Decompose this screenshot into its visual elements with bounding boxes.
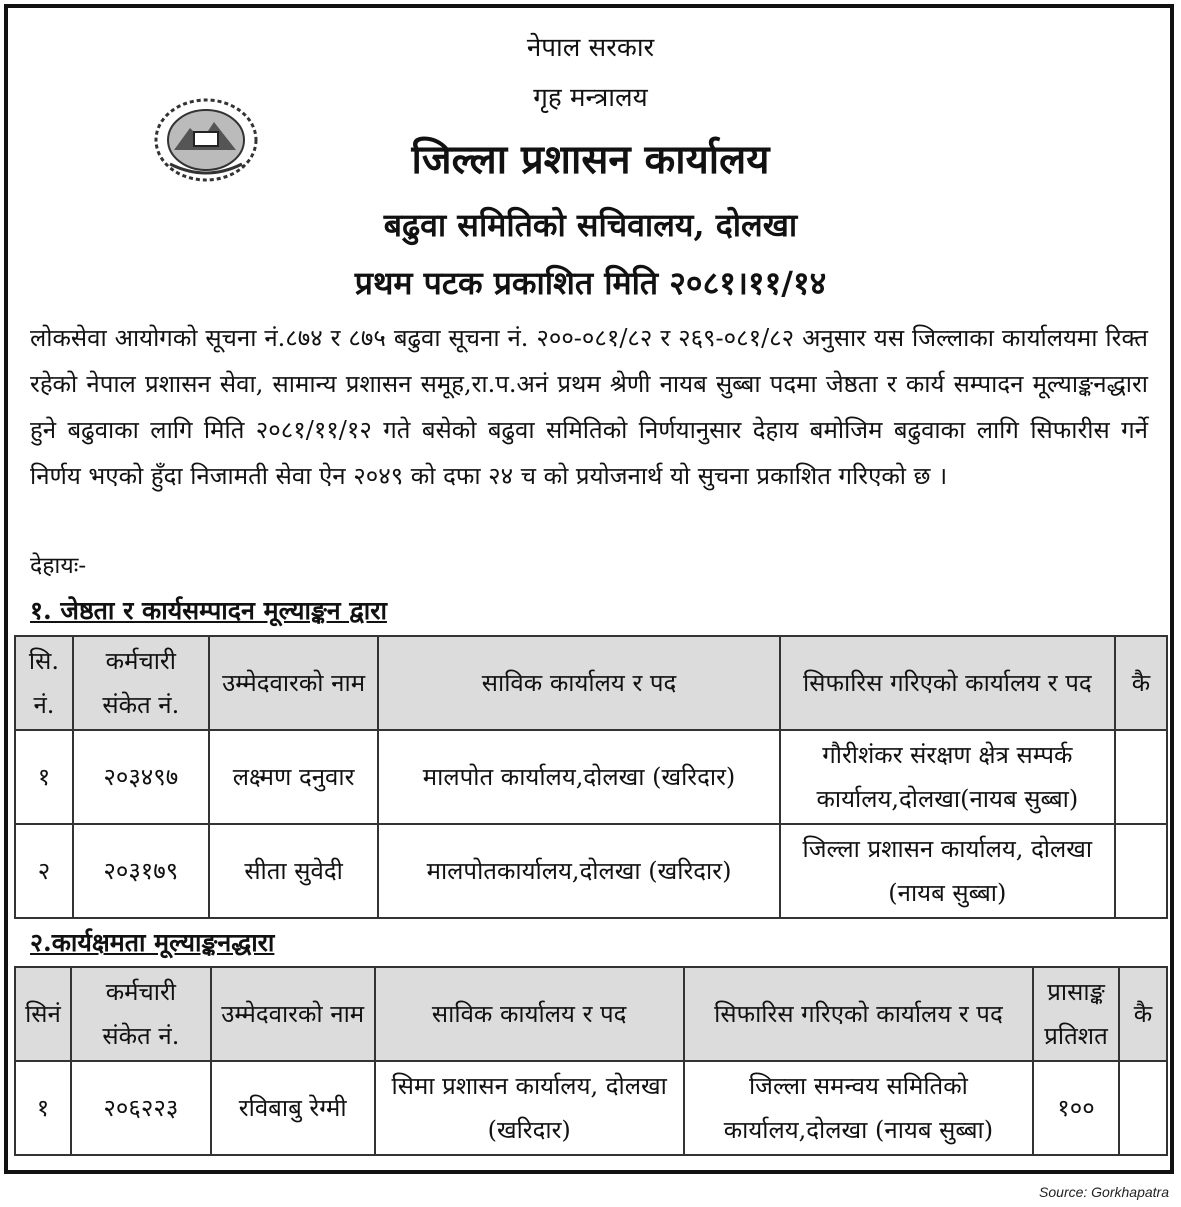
- section1-heading: १. जेष्ठता र कार्यसम्पादन मूल्याङ्कन द्वारा: [30, 596, 387, 625]
- cell-remarks: [1115, 824, 1167, 918]
- header-code: कर्मचारी संकेत नं.: [71, 967, 211, 1061]
- cell-sn: १: [15, 1061, 71, 1155]
- cell-name: सीता सुवेदी: [209, 824, 379, 918]
- cell-previous: मालपोतकार्यालय,दोलखा (खरिदार): [378, 824, 779, 918]
- section2-table: [14, 966, 1168, 1156]
- header-sn: सिनं: [15, 967, 71, 1061]
- ministry-title: गृह मन्त्रालय: [533, 83, 648, 113]
- table-header-row: [15, 636, 1167, 730]
- cell-recommended: जिल्ला समन्वय समितिको कार्यालय,दोलखा (नायब सुब्बा): [684, 1061, 1033, 1155]
- header-remarks: कै: [1115, 636, 1167, 730]
- section1-table: [14, 635, 1168, 919]
- cell-remarks: [1119, 1061, 1167, 1155]
- government-title: नेपाल सरकार: [526, 33, 655, 63]
- section2-heading: २.कार्यक्षमता मूल्याङ्कनद्धारा: [30, 928, 275, 957]
- source-credit: Source: Gorkhapatra: [1039, 1184, 1169, 1200]
- cell-code: २०३१७९: [73, 824, 209, 918]
- cell-recommended: जिल्ला प्रशासन कार्यालय, दोलखा (नायब सुब्बा): [780, 824, 1115, 918]
- header-name: उम्मेदवारको नाम: [211, 967, 375, 1061]
- header-name: उम्मेदवारको नाम: [209, 636, 379, 730]
- cell-sn: २: [15, 824, 73, 918]
- table-header-row: [15, 967, 1167, 1061]
- cell-recommended: गौरीशंकर संरक्षण क्षेत्र सम्पर्क कार्यालय,दोलखा(नायब सुब्बा): [780, 730, 1115, 824]
- table-row: [15, 730, 1167, 824]
- secretariat-title: बढुवा समितिको सचिवालय, दोलखा: [383, 206, 798, 244]
- header-sn: सि. नं.: [15, 636, 73, 730]
- cell-name: रविबाबु रेग्मी: [211, 1061, 375, 1155]
- notice-paragraph: लोकसेवा आयोगको सूचना नं.८७४ र ८७५ बढुवा सूचना नं. २००-०८१/८२ र २६९-०८१/८२ अनुसार यस जिल्लाका कार्यालयमा रिक्त रहेको नेपाल प्रशासन सेवा, सामान्य प्रशासन समूह,रा.प.अनं प्रथम श्रेणी नायब सुब्बा पदमा जेष्ठता र कार्य सम्पादन मूल्याङ्कनद्धारा हुने बढुवाका लागि मिति २०८१/११/१२ गते बसेको बढुवा समितिको निर्णयानुसार देहाय बमोजिम बढुवाका लागि सिफारीस गर्ने निर्णय भएको हुँदा निजामती सेवा ऐन २०४९ को दफा २४ च को प्रयोजनार्थ यो सुचना प्रकाशित गरिएको छ ।: [30, 324, 1148, 490]
- header-percent: प्रासाङ्क प्रतिशत: [1033, 967, 1119, 1061]
- cell-sn: १: [15, 730, 73, 824]
- header-previous: साविक कार्यालय र पद: [375, 967, 684, 1061]
- office-title: जिल्ला प्रशासन कार्यालय: [411, 136, 770, 183]
- dehay-label: देहायः-: [30, 553, 87, 579]
- cell-code: २०३४९७: [73, 730, 209, 824]
- cell-code: २०६२२३: [71, 1061, 211, 1155]
- header-remarks: कै: [1119, 967, 1167, 1061]
- table-row: [15, 1061, 1167, 1155]
- cell-percent: १००: [1033, 1061, 1119, 1155]
- header-previous: साविक कार्यालय र पद: [378, 636, 779, 730]
- table-row: [15, 824, 1167, 918]
- header-recommended: सिफारिस गरिएको कार्यालय र पद: [684, 967, 1033, 1061]
- header-recommended: सिफारिस गरिएको कार्यालय र पद: [780, 636, 1115, 730]
- published-date: प्रथम पटक प्रकाशित मिति २०८१।११/१४: [354, 264, 827, 302]
- header-code: कर्मचारी संकेत नं.: [73, 636, 209, 730]
- cell-remarks: [1115, 730, 1167, 824]
- cell-previous: सिमा प्रशासन कार्यालय, दोलखा (खरिदार): [375, 1061, 684, 1155]
- cell-name: लक्ष्मण दनुवार: [209, 730, 379, 824]
- cell-previous: मालपोत कार्यालय,दोलखा (खरिदार): [378, 730, 779, 824]
